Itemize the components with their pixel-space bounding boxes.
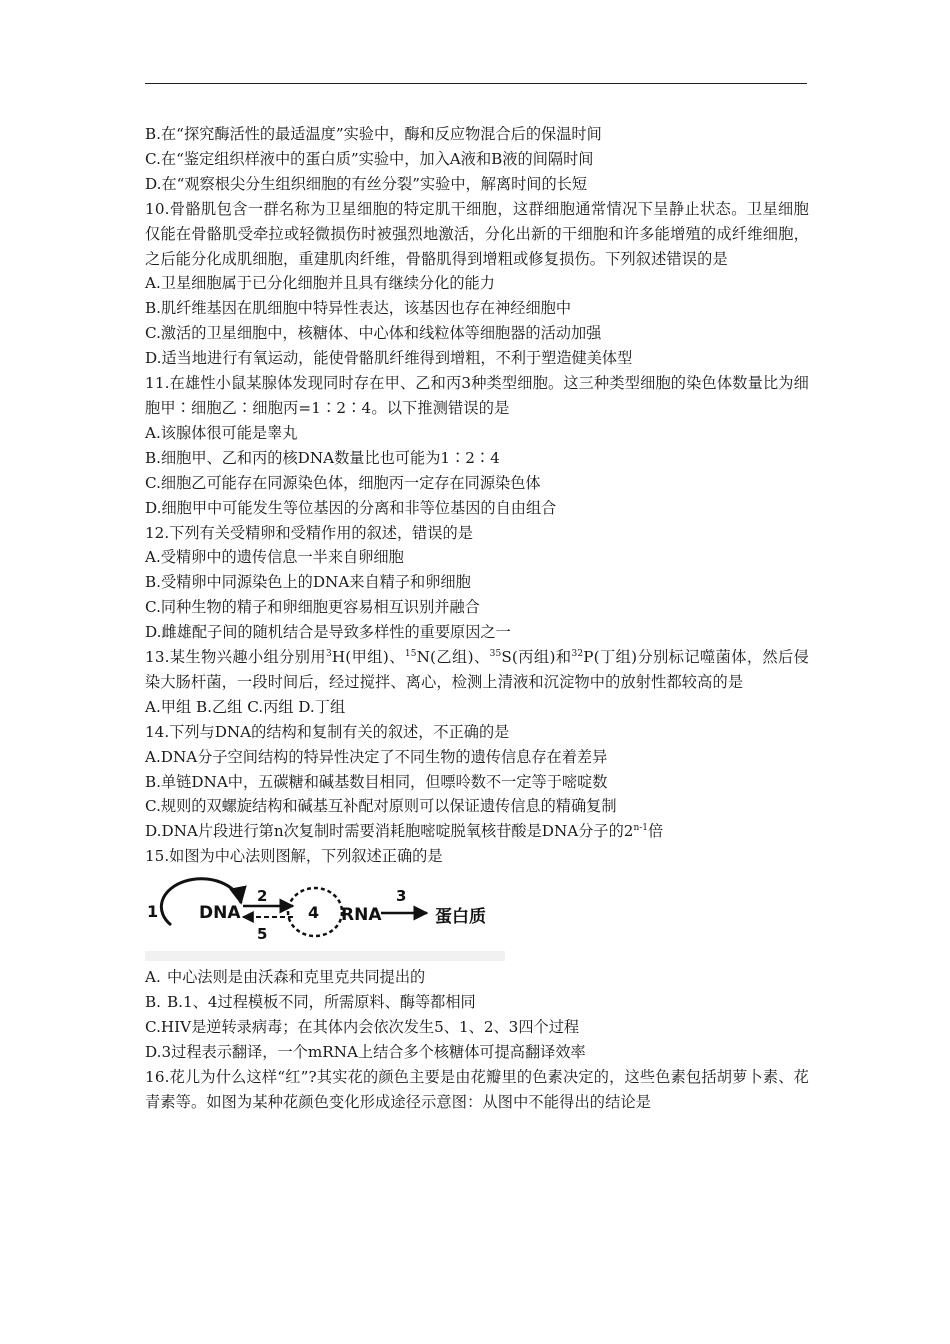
document-body	[145, 122, 809, 1115]
q13-sup-32p: 32	[571, 649, 584, 660]
process-2-label: 2	[257, 887, 268, 906]
q13-stem-pre: 13.某生物兴趣小组分别用	[145, 648, 327, 667]
q11-option-a: A.该腺体很可能是睾丸	[145, 423, 298, 442]
q15-option-a	[145, 965, 809, 990]
q15-option-b-text: B.1、4过程模板不同，所需原料、酶等都相同	[167, 993, 476, 1012]
q13-stem	[145, 645, 809, 695]
q13-text-h: H(甲组)、	[331, 648, 405, 667]
q14-option-d	[145, 819, 809, 844]
q13-sup-35s: 35	[489, 649, 502, 660]
q15-option-d: D.3过程表示翻译，一个mRNA上结合多个核糖体可提高翻译效率	[145, 1042, 586, 1061]
central-dogma-diagram	[145, 875, 809, 967]
q9-option-c: C.在“鉴定组织样液中的蛋白质”实验中，加入A液和B液的间隔时间	[145, 149, 594, 168]
q10-option-a: A.卫星细胞属于已分化细胞并且具有继续分化的能力	[145, 274, 495, 293]
protein-label: 蛋白质	[435, 907, 486, 928]
process-4-label: 4	[308, 903, 320, 923]
process-3-label: 3	[396, 887, 407, 906]
process-1-label: 1	[147, 902, 159, 922]
q13-text-s: S(丙组)和	[501, 648, 572, 667]
q13-text-p: P(丁组)分别标记噬菌体，然后侵染大肠杆菌，一段时间后，经过搅拌、离心，检测上清液和沉淀物中的放射性都较高的是	[145, 648, 809, 691]
q10-option-b: B.肌纤维基因在肌细胞中特异性表达，该基因也存在神经细胞中	[145, 299, 572, 318]
q11-option-c: C.细胞乙可能存在同源染色体，细胞丙一定存在同源染色体	[145, 473, 541, 492]
q15-option-a-tag: A.	[145, 968, 161, 987]
q15-option-a-text: 中心法则是由沃森和克里克共同提出的	[167, 968, 426, 987]
q14-stem: 14.下列与DNA的结构和复制有关的叙述，不正确的是	[145, 722, 510, 741]
rna-label: RNA	[341, 905, 382, 926]
q10-option-d: D.适当地进行有氧运动，能使骨骼肌纤维得到增粗，不利于塑造健美体型	[145, 349, 633, 368]
q15-option-b-tag: B.	[145, 993, 161, 1012]
q12-option-c: C.同种生物的精子和卵细胞更容易相互识别并融合	[145, 598, 480, 617]
q14-option-b: B.单链DNA中，五碳糖和碱基数目相同，但嘌呤数不一定等于嘧啶数	[145, 772, 608, 791]
q14-option-a: A.DNA分子空间结构的特异性决定了不同生物的遗传信息存在着差异	[145, 747, 608, 766]
q14-option-d-text: D.DNA片段进行第n次复制时需要消耗胞嘧啶脱氧核苷酸是DNA分子的2	[145, 822, 634, 841]
central-dogma-svg	[145, 875, 515, 967]
q16-stem: 16.花儿为什么这样“红”?其实花的颜色主要是由花瓣里的色素决定的，这些色素包括胡萝卜素、花青素等。如图为某种花颜色变化形成途径示意图：从图中不能得出的结论是	[145, 1067, 809, 1111]
q13-sup-15n: 15	[404, 649, 417, 660]
dna-label: DNA	[199, 903, 241, 924]
q13-options: A.甲组 B.乙组 C.丙组 D.丁组	[145, 697, 346, 716]
q15-option-c: C.HIV是逆转录病毒；在其体内会依次发生5、1、2、3四个过程	[145, 1018, 580, 1036]
q14-option-c: C.规则的双螺旋结构和碱基互补配对原则可以保证遗传信息的精确复制	[145, 797, 617, 816]
q12-option-d: D.雌雄配子间的随机结合是导致多样性的重要原因之一	[145, 623, 511, 642]
q9-option-b: B.在“探究酶活性的最适温度”实验中，酶和反应物混合后的保温时间	[145, 125, 602, 143]
q12-stem: 12.下列有关受精卵和受精作用的叙述，错误的是	[145, 523, 473, 542]
q9-option-d: D.在“观察根尖分生组织细胞的有丝分裂”实验中，解离时间的长短	[145, 174, 588, 193]
q11-stem: 11.在雄性小鼠某腺体发现同时存在甲、乙和丙3种类型细胞。这三种类型细胞的染色体数量比为细胞甲∶细胞乙∶细胞丙=1∶2∶4。以下推测错误的是	[145, 374, 809, 417]
q13-sup-3h: 3	[326, 649, 332, 660]
q14-option-d-suffix: 倍	[648, 822, 664, 841]
q12-option-a: A.受精卵中的遗传信息一半来自卵细胞	[145, 548, 404, 567]
q10-stem: 10.骨骼肌包含一群名称为卫星细胞的特定肌干细胞，这群细胞通常情况下呈静止状态。卫星细胞仅能在骨骼肌受牵拉或轻微损伤时被强烈地激活，分化出新的干细胞和许多能增殖的成纤维细胞，之后能分化成肌细胞，重建肌肉纤维，骨骼肌得到增粗或修复损伤。下列叙述错误的是	[145, 199, 809, 268]
q11-option-b: B.细胞甲、乙和丙的核DNA数量比也可能为1∶2∶4	[145, 448, 500, 467]
process-5-label: 5	[257, 925, 268, 944]
header-rule	[145, 83, 807, 84]
q10-option-c: C.激活的卫星细胞中，核糖体、中心体和线粒体等细胞器的活动加强	[145, 324, 602, 343]
q13-text-n: N(乙组)、	[416, 648, 490, 667]
q12-option-b: B.受精卵中同源染色上的DNA来自精子和卵细胞	[145, 573, 471, 592]
q11-option-d: D.细胞甲中可能发生等位基因的分离和非等位基因的自由组合	[145, 498, 557, 517]
scan-noise	[145, 951, 505, 961]
q15-option-b	[145, 990, 809, 1015]
q15-stem: 15.如图为中心法则图解，下列叙述正确的是	[145, 847, 443, 866]
q14-option-d-exponent: n-1	[633, 823, 649, 834]
